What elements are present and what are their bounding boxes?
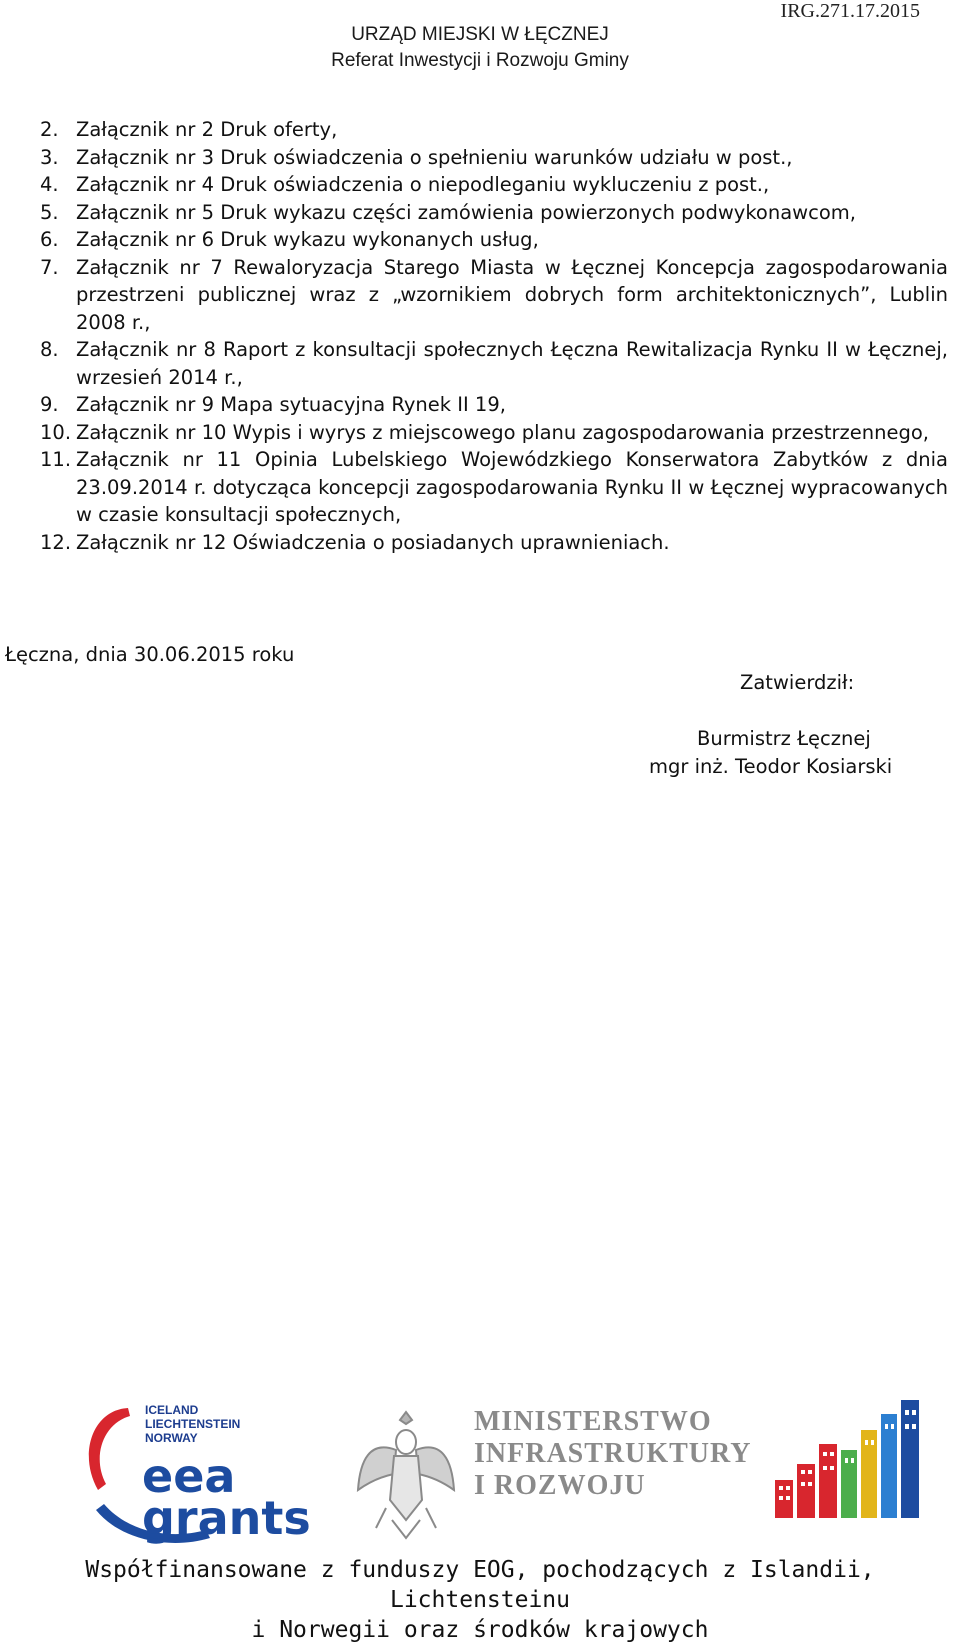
list-item: 6. Załącznik nr 6 Druk wykazu wykonanych usług,	[40, 228, 539, 251]
place-date: Łęczna, dnia 30.06.2015 roku	[5, 643, 295, 666]
footer-line-1: Współfinansowane z funduszy EOG, pochodzących z Islandii, Lichtensteinu	[85, 1557, 875, 1613]
city-buildings-icon	[775, 1400, 919, 1518]
approved-label: Zatwierdził:	[740, 671, 855, 694]
eea-country-iceland: ICELAND	[145, 1403, 199, 1417]
list-item: 9. Załącznik nr 9 Mapa sytuacyjna Rynek II 19,	[40, 393, 506, 416]
grants-wordmark: grants	[142, 1491, 311, 1545]
list-item: 2. Załącznik nr 2 Druk oferty,	[40, 118, 338, 141]
eea-country-norway: NORWAY	[145, 1431, 198, 1445]
funding-footer	[0, 1555, 960, 1645]
list-item: 7. Załącznik nr 7 Rewaloryzacja Starego Miasta w Łęcznej Koncepcja zagospodarowania przestrzeni publicznej wraz z „wzornikiem dobrych form architektonicznych”, Lublin 2008 r.,	[40, 255, 948, 334]
eea-grants-logo	[89, 1403, 311, 1545]
polish-eagle-emblem-icon	[358, 1412, 454, 1538]
list-item: 4. Załącznik nr 4 Druk oświadczenia o niepodleganiu wykluczeniu z post.,	[40, 173, 770, 196]
ministry-logo	[474, 1406, 751, 1501]
attachments-list	[40, 116, 948, 556]
signatory-title: Burmistrz Łęcznej	[697, 727, 871, 750]
office-name: URZĄD MIEJSKI W ŁĘCZNEJ	[351, 24, 609, 45]
list-item: 10. Załącznik nr 10 Wypis i wyrys z miejscowego planu zagospodarowania przestrzennego,	[40, 420, 929, 444]
reference-number: IRG.271.17.2015	[780, 0, 920, 22]
footer-line-2: i Norwegii oraz środków krajowych	[251, 1617, 709, 1643]
list-item: 3. Załącznik nr 3 Druk oświadczenia o spełnieniu warunków udziału w post.,	[40, 145, 793, 169]
eea-wordmark: eea	[142, 1449, 236, 1503]
ministry-line-2: INFRASTRUKTURY	[474, 1438, 752, 1469]
list-item: 12. Załącznik nr 12 Oświadczenia o posiadanych uprawnieniach.	[40, 530, 670, 554]
eea-red-swoosh-icon	[89, 1408, 130, 1490]
ministry-line-3: I ROZWOJU	[474, 1470, 646, 1501]
document-header	[0, 22, 960, 74]
ministry-line-1: MINISTERSTWO	[474, 1406, 712, 1437]
signatory-name: mgr inż. Teodor Kosiarski	[649, 755, 893, 778]
list-item: 11. Załącznik nr 11 Opinia Lubelskiego Wojewódzkiego Konserwatora Zabytków z dnia 23.09.2014 r. dotycząca koncepcji zagospodarowania Rynku II w Łęcznej wypracowanych w czasie konsultacji społecznych,	[40, 448, 948, 526]
list-item: 8. Załącznik nr 8 Raport z konsultacji społecznych Łęczna Rewitalizacja Rynku II w Łęcznej, wrzesień 2014 r.,	[40, 338, 948, 389]
department-name: Referat Inwestycji i Rozwoju Gminy	[331, 50, 629, 71]
eea-country-liechtenstein: LIECHTENSTEIN	[145, 1417, 241, 1431]
logos-strip	[0, 1400, 960, 1550]
list-item: 5. Załącznik nr 5 Druk wykazu części zamówienia powierzonych podwykonawcom,	[40, 200, 856, 224]
